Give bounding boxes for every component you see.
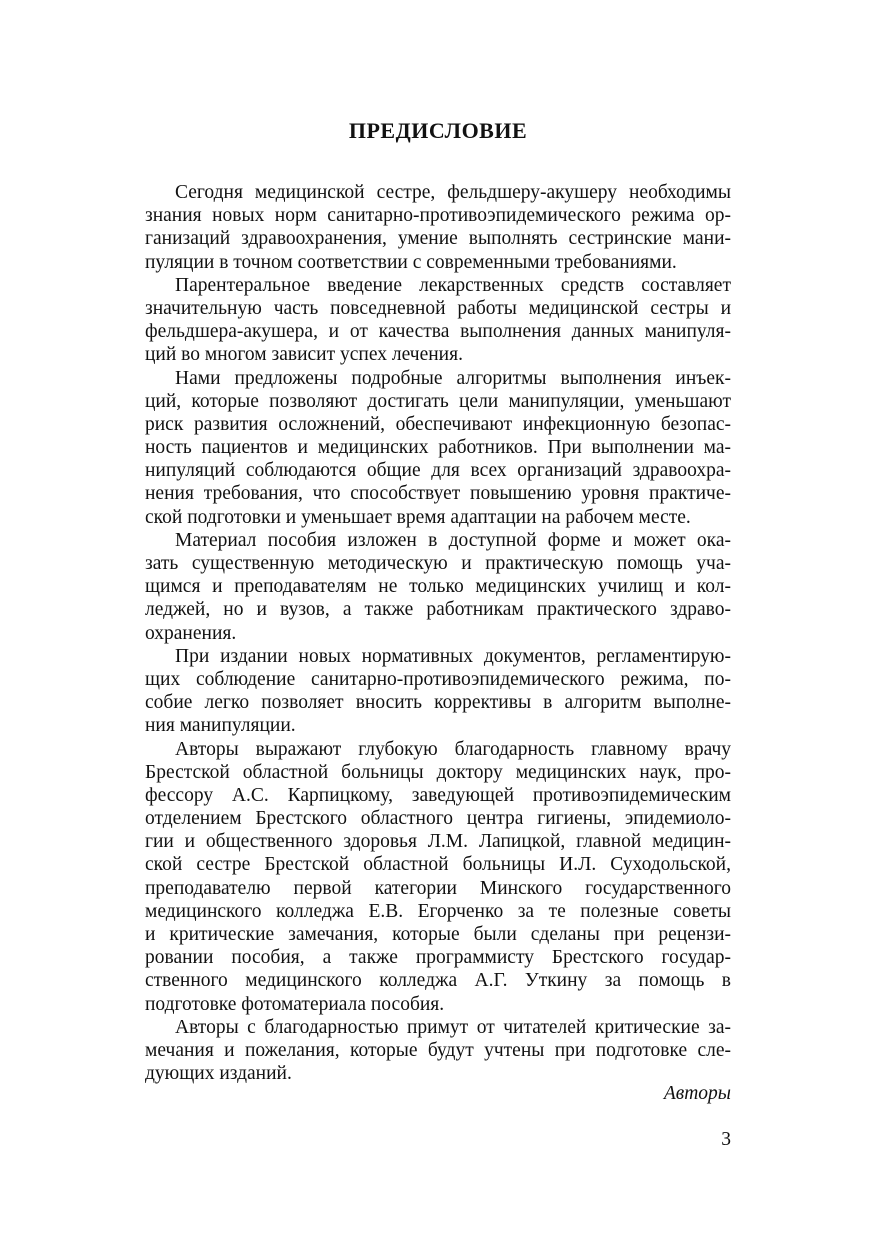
paragraph-line: мечания и пожелания, которые будут учтены при подготовке сле-: [145, 1039, 731, 1061]
paragraph-line: фельдшера-акушера, и от качества выполнения данных манипуля-: [145, 321, 731, 343]
paragraph-line: нипуляций соблюдаются общие для всех организаций здравоохра-: [145, 460, 731, 482]
paragraph-line: дующих изданий.: [145, 1063, 292, 1085]
paragraph-line: медицинского колледжа Е.В. Егорченко за те полезные советы: [145, 900, 731, 922]
paragraph-line: леджей, но и вузов, а также работникам практического здраво-: [145, 599, 731, 621]
paragraph-line: ций во многом зависит успех лечения.: [145, 344, 463, 366]
paragraph-line: риск развития осложнений, обеспечивают инфекционную безопас-: [145, 413, 731, 435]
paragraph-line: охранения.: [145, 622, 237, 644]
paragraph-line: собие легко позволяет вносить коррективы в алгоритм выполне-: [145, 692, 731, 714]
paragraph-line: щимся и преподавателям не только медицинских училищ и кол-: [145, 576, 731, 598]
paragraph-line: подготовке фотоматериала пособия.: [145, 993, 445, 1015]
paragraph-line: ния манипуляции.: [145, 715, 296, 737]
paragraph-line: фессору А.С. Карпицкому, заведующей противоэпидемическим: [145, 784, 731, 806]
paragraph-line: Сегодня медицинской сестре, фельдшеру-акушеру необходимы: [175, 182, 731, 203]
paragraph-line: ской подготовки и уменьшает время адаптации на рабочем месте.: [145, 506, 691, 528]
paragraph-line: Авторы выражают глубокую благодарность главному врачу: [175, 738, 731, 760]
paragraph-line: Нами предложены подробные алгоритмы выполнения инъек-: [175, 367, 731, 389]
paragraph-line: и критические замечания, которые были сделаны при рецензи-: [145, 924, 731, 945]
paragraph-line: Брестской областной больницы доктору медицинских наук, про-: [145, 761, 731, 783]
paragraph-line: зать существенную методическую и практическую помощь уча-: [145, 553, 731, 574]
paragraph-line: гии и общественного здоровья Л.М. Лапицкой, главной медицин-: [145, 831, 731, 853]
preface-body: [145, 181, 731, 1085]
paragraph-line: Парентеральное введение лекарственных средств составляет: [175, 274, 731, 296]
page-number: 3: [721, 1129, 731, 1150]
paragraph-line: ность пациентов и медицинских работников. При выполнении ма-: [145, 437, 731, 459]
paragraph-line: преподавателю первой категории Минского государственного: [145, 877, 731, 899]
paragraph-line: щих соблюдение санитарно-противоэпидемического режима, по-: [145, 668, 731, 690]
paragraph-line: значительную часть повседневной работы медицинской сестры и: [145, 297, 731, 319]
paragraph-line: нения требования, что способствует повышению уровня практиче-: [145, 483, 731, 505]
paragraph-line: ской сестре Брестской областной больницы И.Л. Суходольской,: [145, 854, 731, 876]
paragraph-line: отделением Брестского областного центра гигиены, эпидемиоло-: [145, 808, 731, 830]
paragraph-line: ганизаций здравоохранения, умение выполнять сестринские мани-: [145, 228, 731, 250]
paragraph-line: ровании пособия, а также программисту Брестского государ-: [145, 947, 731, 969]
paragraph-line: ственного медицинского колледжа А.Г. Уткину за помощь в: [145, 970, 731, 992]
paragraph-line: знания новых норм санитарно-противоэпидемического режима ор-: [145, 205, 731, 227]
paragraph-line: Материал пособия изложен в доступной форме и может ока-: [175, 529, 731, 551]
paragraph-line: При издании новых нормативных документов, регламентирую-: [175, 645, 731, 667]
paragraph-line: Авторы с благодарностью примут от читателей критические за-: [175, 1016, 731, 1038]
paragraph-line: пуляции в точном соответствии с современными требованиями.: [145, 251, 677, 273]
page-title: ПРЕДИСЛОВИЕ: [348, 118, 528, 143]
paragraph-line: ций, которые позволяют достигать цели манипуляции, уменьшают: [145, 390, 731, 412]
authors-signature: Авторы: [663, 1083, 731, 1104]
